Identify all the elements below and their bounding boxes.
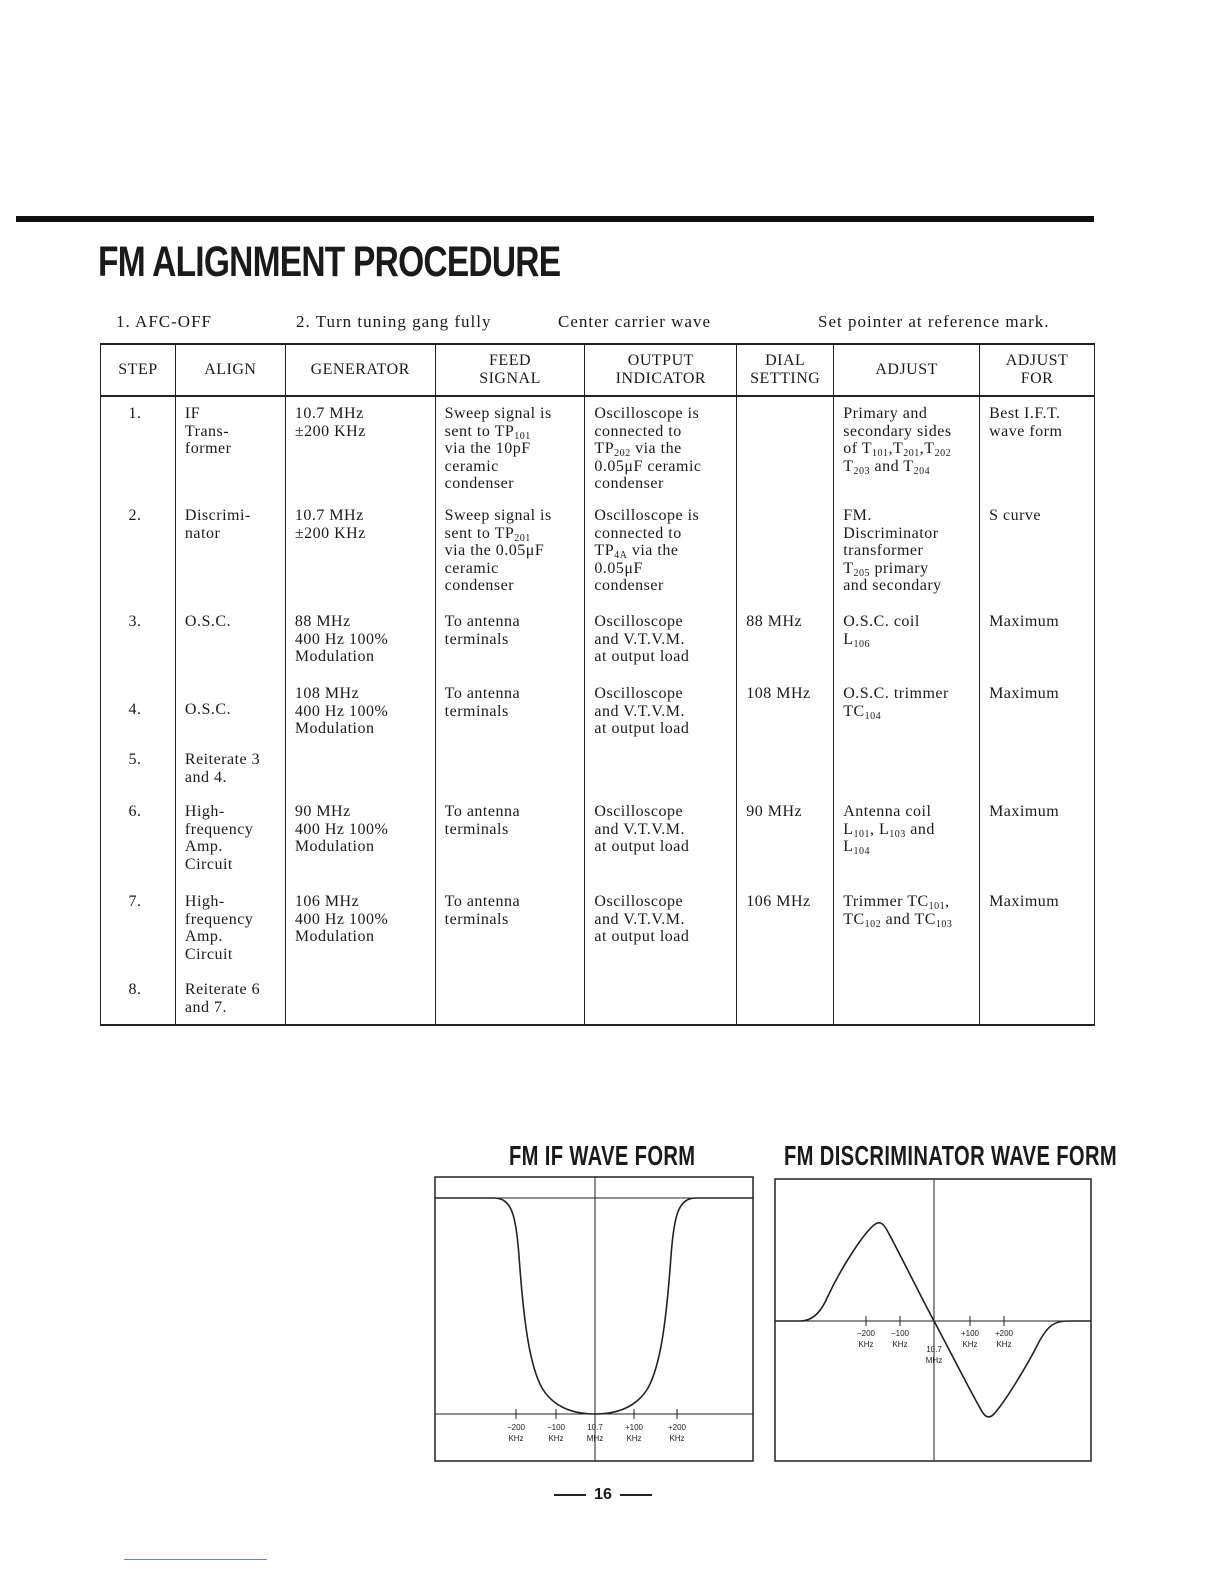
table-header-row (101, 344, 1095, 396)
note-tuning-gang: 2. Turn tuning gang fully (296, 312, 492, 331)
if-waveform-diagram (434, 1176, 754, 1462)
table-row (101, 977, 1095, 1025)
cell-feed: To antenna terminals (435, 681, 585, 747)
disc-s-curve (775, 1223, 1091, 1417)
if-tick-unit: MHz (586, 1434, 604, 1443)
if-tick-value: −100 (546, 1423, 566, 1432)
header-align: ALIGN (175, 344, 285, 396)
note-pointer: Set pointer at reference mark. (818, 312, 1050, 331)
if-tick-unit: KHz (548, 1434, 564, 1443)
cell-adjust (834, 747, 980, 799)
disc-tick-value: +200 (994, 1329, 1014, 1338)
table-row (101, 799, 1095, 889)
disc-tick-value: +100 (960, 1329, 980, 1338)
cell-generator (285, 977, 435, 1025)
if-tick-unit: KHz (626, 1434, 642, 1443)
disc-tick-value: −100 (890, 1329, 910, 1338)
if-tick-unit: KHz (508, 1434, 524, 1443)
cell-align: O.S.C. (175, 609, 285, 681)
cell-for: Maximum (980, 799, 1095, 889)
cell-adjust: Primary and secondary sides of $T_{101},T_{201},T_{202}$ $T_{203}$ and $T_{204}$ (834, 396, 980, 503)
table-row (101, 681, 1095, 747)
cell-align: Reiterate 3 and 4. (175, 747, 285, 799)
cell-dial (737, 503, 834, 609)
header-step: STEP (101, 344, 176, 396)
cell-generator: 106 MHz 400 Hz 100% Modulation (285, 889, 435, 977)
disc-tick-unit: KHz (996, 1340, 1012, 1349)
cell-feed: To antenna terminals (435, 889, 585, 977)
cell-for: Maximum (980, 681, 1095, 747)
cell-step: 2. (101, 503, 176, 609)
cell-output: Oscilloscope and V.T.V.M. at output load (585, 799, 737, 889)
cell-dial (737, 977, 834, 1025)
disc-center-tick-value: 10.7 (926, 1345, 942, 1354)
cell-for: Maximum (980, 609, 1095, 681)
cell-feed (435, 747, 585, 799)
cell-feed: To antenna terminals (435, 609, 585, 681)
cell-generator: 10.7 MHz ±200 KHz (285, 396, 435, 503)
cell-generator: 90 MHz 400 Hz 100% Modulation (285, 799, 435, 889)
cell-step: 6. (101, 799, 176, 889)
cell-adjust: Trimmer $TC_{101}$, $TC_{102}$ and $TC_{103}$ (834, 889, 980, 977)
if-tick-value: 10.7 (587, 1423, 603, 1432)
page-number-text: 16 (594, 1486, 612, 1503)
page-title: FM ALIGNMENT PROCEDURE (98, 238, 561, 286)
cell-dial: 106 MHz (737, 889, 834, 977)
header-generator: GENERATOR (285, 344, 435, 396)
note-afc: 1. AFC-OFF (116, 312, 212, 331)
cell-adjust: O.S.C. trimmer $TC_{104}$ (834, 681, 980, 747)
cell-output: Oscilloscope is connected to $TP_{4A}$ via the 0.05μF condenser (585, 503, 737, 609)
header-adjust-for: ADJUST FOR (980, 344, 1095, 396)
top-rule (16, 216, 1094, 222)
cell-dial: 90 MHz (737, 799, 834, 889)
discriminator-waveform-diagram (774, 1178, 1092, 1462)
cell-feed: Sweep signal is sent to $TP_{101}$ via the 10pF ceramic condenser (435, 396, 585, 503)
cell-generator (285, 747, 435, 799)
cell-align: Reiterate 6 and 7. (175, 977, 285, 1025)
cell-for: Maximum (980, 889, 1095, 977)
cell-adjust: O.S.C. coil $L_{106}$ (834, 609, 980, 681)
cell-step: 7. (101, 889, 176, 977)
cell-for (980, 977, 1095, 1025)
note-center-carrier: Center carrier wave (558, 312, 712, 331)
cell-adjust (834, 977, 980, 1025)
cell-output (585, 977, 737, 1025)
if-frame (435, 1177, 753, 1461)
alignment-table (100, 343, 1095, 1026)
if-waveform-title: FM IF WAVE FORM (509, 1140, 696, 1171)
table-row (101, 503, 1095, 609)
header-feed-signal: FEED SIGNAL (435, 344, 585, 396)
cell-align: High- frequency Amp. Circuit (175, 889, 285, 977)
page-number (548, 1486, 658, 1504)
cell-feed (435, 977, 585, 1025)
cell-dial: 88 MHz (737, 609, 834, 681)
cell-feed: Sweep signal is sent to $TP_{201}$ via the 0.05μF ceramic condenser (435, 503, 585, 609)
cell-for (980, 747, 1095, 799)
table-row (101, 889, 1095, 977)
if-response-curve (435, 1198, 753, 1414)
if-tick-unit: KHz (669, 1434, 685, 1443)
if-tick-value: +100 (624, 1423, 644, 1432)
disc-center-tick-unit: MHz (925, 1356, 943, 1365)
table-row (101, 396, 1095, 503)
if-tick-value: −200 (506, 1423, 526, 1432)
cell-step: 4. (101, 681, 176, 747)
header-adjust: ADJUST (834, 344, 980, 396)
cell-for: S curve (980, 503, 1095, 609)
cell-feed: To antenna terminals (435, 799, 585, 889)
table-body (101, 396, 1095, 1025)
table-row (101, 609, 1095, 681)
cell-align: High- frequency Amp. Circuit (175, 799, 285, 889)
cell-generator: 10.7 MHz ±200 KHz (285, 503, 435, 609)
footer-line (124, 1559, 267, 1560)
cell-align: O.S.C. (175, 681, 285, 747)
cell-dial (737, 396, 834, 503)
cell-generator: 88 MHz 400 Hz 100% Modulation (285, 609, 435, 681)
cell-dial (737, 747, 834, 799)
discriminator-waveform-title: FM DISCRIMINATOR WAVE FORM (784, 1140, 1118, 1171)
cell-adjust: Antenna coil $L_{101}$, $L_{103}$ and $L_{104}$ (834, 799, 980, 889)
cell-align: Discrimi- nator (175, 503, 285, 609)
if-tick-value: +200 (667, 1423, 687, 1432)
cell-adjust: FM. Discriminator transformer $T_{205}$ primary and secondary (834, 503, 980, 609)
cell-output: Oscilloscope and V.T.V.M. at output load (585, 609, 737, 681)
disc-tick-value: −200 (856, 1329, 876, 1338)
cell-dial: 108 MHz (737, 681, 834, 747)
cell-generator: 108 MHz 400 Hz 100% Modulation (285, 681, 435, 747)
cell-step: 5. (101, 747, 176, 799)
cell-output: Oscilloscope and V.T.V.M. at output load (585, 889, 737, 977)
cell-step: 3. (101, 609, 176, 681)
cell-output (585, 747, 737, 799)
header-dial-setting: DIAL SETTING (737, 344, 834, 396)
cell-output: Oscilloscope and V.T.V.M. at output load (585, 681, 737, 747)
cell-step: 1. (101, 396, 176, 503)
disc-tick-unit: KHz (858, 1340, 874, 1349)
header-output-indicator: OUTPUT INDICATOR (585, 344, 737, 396)
disc-tick-unit: KHz (962, 1340, 978, 1349)
disc-tick-unit: KHz (892, 1340, 908, 1349)
cell-step: 8. (101, 977, 176, 1025)
cell-align: IF Trans- former (175, 396, 285, 503)
cell-output: Oscilloscope is connected to $TP_{202}$ via the 0.05μF ceramic condenser (585, 396, 737, 503)
table-row (101, 747, 1095, 799)
cell-for: Best I.F.T. wave form (980, 396, 1095, 503)
